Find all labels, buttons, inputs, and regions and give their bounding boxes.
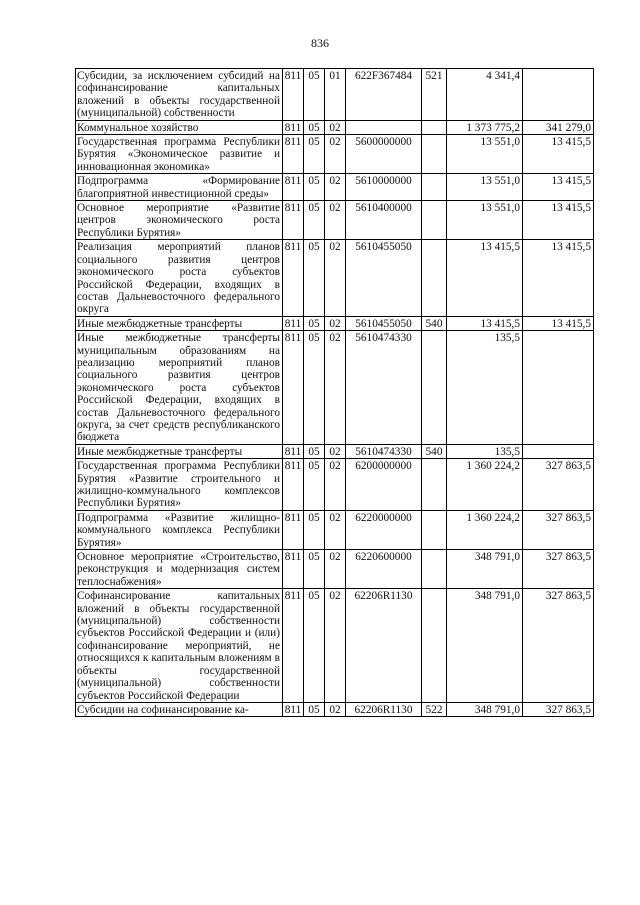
section-code-cell: 05 (304, 120, 325, 134)
ministry-code-cell: 811 (283, 240, 304, 316)
subsection-code-cell: 02 (325, 550, 346, 589)
table-row (76, 240, 594, 316)
subsection-code-cell: 02 (325, 120, 346, 134)
amount-2-cell: 13 415,5 (523, 316, 594, 330)
table-row (76, 589, 594, 703)
section-code-cell: 05 (304, 702, 325, 716)
section-code-cell: 05 (304, 240, 325, 316)
amount-1-cell: 348 791,0 (447, 702, 523, 716)
amount-2-cell: 327 863,5 (523, 702, 594, 716)
item-name-cell: Подпрограмма «Развитие жилищно-коммунального комплекса Республики Бурятия» (76, 510, 283, 549)
subsection-code-cell: 02 (325, 174, 346, 201)
amount-1-cell: 1 360 224,2 (447, 510, 523, 549)
table-row (76, 459, 594, 511)
section-code-cell: 05 (304, 444, 325, 458)
section-code-cell: 05 (304, 135, 325, 174)
subsection-code-cell: 02 (325, 316, 346, 330)
target-article-cell: 6220600000 (346, 550, 422, 589)
subsection-code-cell: 02 (325, 135, 346, 174)
section-code-cell: 05 (304, 459, 325, 511)
target-article-cell: 622F367484 (346, 69, 422, 121)
item-name-cell: Коммунальное хозяйство (76, 120, 283, 134)
ministry-code-cell: 811 (283, 550, 304, 589)
amount-2-cell: 341 279,0 (523, 120, 594, 134)
section-code-cell: 05 (304, 331, 325, 445)
amount-1-cell: 13 415,5 (447, 240, 523, 316)
amount-1-cell: 348 791,0 (447, 589, 523, 703)
table-row (76, 69, 594, 121)
ministry-code-cell: 811 (283, 459, 304, 511)
subsection-code-cell: 02 (325, 444, 346, 458)
target-article-cell: 5610455050 (346, 316, 422, 330)
amount-2-cell (523, 69, 594, 121)
table-row (76, 702, 594, 716)
expense-type-cell (422, 331, 447, 445)
target-article-cell: 5610000000 (346, 174, 422, 201)
target-article-cell: 6220000000 (346, 510, 422, 549)
ministry-code-cell: 811 (283, 316, 304, 330)
expense-type-cell (422, 120, 447, 134)
item-name-cell: Иные межбюджетные трансферты (76, 444, 283, 458)
expense-type-cell (422, 201, 447, 240)
subsection-code-cell: 02 (325, 459, 346, 511)
budget-table (75, 68, 594, 717)
item-name-cell: Основное мероприятие «Строительство, реконструкция и модернизация систем теплоснабжения» (76, 550, 283, 589)
amount-2-cell (523, 444, 594, 458)
expense-type-cell: 522 (422, 702, 447, 716)
amount-1-cell: 13 551,0 (447, 174, 523, 201)
subsection-code-cell: 02 (325, 702, 346, 716)
amount-1-cell: 348 791,0 (447, 550, 523, 589)
amount-1-cell: 4 341,4 (447, 69, 523, 121)
item-name-cell: Реализация мероприятий планов социального развития центров экономического роста субъектов Российской Федерации, входящих в состав Дальневосточного федерального округа (76, 240, 283, 316)
ministry-code-cell: 811 (283, 444, 304, 458)
amount-2-cell: 327 863,5 (523, 550, 594, 589)
expense-type-cell (422, 459, 447, 511)
table-row (76, 201, 594, 240)
target-article-cell: 6200000000 (346, 459, 422, 511)
page-number: 836 (311, 36, 329, 50)
item-name-cell: Основное мероприятие «Развитие центров экономического роста Республики Бурятия» (76, 201, 283, 240)
item-name-cell: Подпрограмма «Формирование благоприятной инвестиционной среды» (76, 174, 283, 201)
expense-type-cell (422, 135, 447, 174)
table-row (76, 316, 594, 330)
table-row (76, 444, 594, 458)
ministry-code-cell: 811 (283, 69, 304, 121)
table-row (76, 120, 594, 134)
item-name-cell: Иные межбюджетные трансферты (76, 316, 283, 330)
amount-1-cell: 135,5 (447, 444, 523, 458)
section-code-cell: 05 (304, 510, 325, 549)
amount-2-cell: 13 415,5 (523, 174, 594, 201)
target-article-cell: 5610455050 (346, 240, 422, 316)
expense-type-cell: 540 (422, 444, 447, 458)
subsection-code-cell: 02 (325, 589, 346, 703)
subsection-code-cell: 02 (325, 510, 346, 549)
item-name-cell: Софинансирование капитальных вложений в объекты государственной (муниципальной) собственности субъектов Российской Федерации и (или) софинансирование мероприятий, не относящихся к капитальным вложениям в объекты государственной (муниципальной) собственности субъектов Российской Федерации (76, 589, 283, 703)
section-code-cell: 05 (304, 174, 325, 201)
item-name-cell: Субсидии на софинансирование ка- (76, 702, 283, 716)
expense-type-cell: 540 (422, 316, 447, 330)
item-name-cell: Субсидии, за исключением субсидий на софинансирование капитальных вложений в объекты государственной (муниципальной) собственности (76, 69, 283, 121)
target-article-cell: 62206R1130 (346, 589, 422, 703)
table-row (76, 174, 594, 201)
ministry-code-cell: 811 (283, 510, 304, 549)
amount-1-cell: 1 373 775,2 (447, 120, 523, 134)
section-code-cell: 05 (304, 589, 325, 703)
target-article-cell: 5600000000 (346, 135, 422, 174)
item-name-cell: Государственная программа Республики Бурятия «Развитие строительного и жилищно-коммунального комплексов Республики Бурятия» (76, 459, 283, 511)
amount-1-cell: 135,5 (447, 331, 523, 445)
ministry-code-cell: 811 (283, 589, 304, 703)
subsection-code-cell: 02 (325, 201, 346, 240)
expense-type-cell (422, 510, 447, 549)
table-row (76, 331, 594, 445)
section-code-cell: 05 (304, 550, 325, 589)
target-article-cell: 5610474330 (346, 444, 422, 458)
amount-2-cell: 13 415,5 (523, 201, 594, 240)
target-article-cell: 5610474330 (346, 331, 422, 445)
subsection-code-cell: 02 (325, 331, 346, 445)
target-article-cell: 62206R1130 (346, 702, 422, 716)
ministry-code-cell: 811 (283, 120, 304, 134)
ministry-code-cell: 811 (283, 135, 304, 174)
amount-2-cell: 327 863,5 (523, 589, 594, 703)
target-article-cell: 5610400000 (346, 201, 422, 240)
expense-type-cell: 521 (422, 69, 447, 121)
ministry-code-cell: 811 (283, 331, 304, 445)
amount-1-cell: 13 551,0 (447, 135, 523, 174)
amount-2-cell: 13 415,5 (523, 240, 594, 316)
ministry-code-cell: 811 (283, 702, 304, 716)
section-code-cell: 05 (304, 316, 325, 330)
amount-2-cell: 327 863,5 (523, 459, 594, 511)
item-name-cell: Иные межбюджетные трансферты муниципальным образованиям на реализацию мероприятий планов социального развития центров экономического роста субъектов Российской Федерации, входящих в состав Дальневосточного федерального округа, за счет средств республиканского бюджета (76, 331, 283, 445)
amount-1-cell: 1 360 224,2 (447, 459, 523, 511)
expense-type-cell (422, 174, 447, 201)
amount-2-cell: 327 863,5 (523, 510, 594, 549)
amount-1-cell: 13 551,0 (447, 201, 523, 240)
amount-2-cell (523, 331, 594, 445)
ministry-code-cell: 811 (283, 201, 304, 240)
section-code-cell: 05 (304, 201, 325, 240)
amount-2-cell: 13 415,5 (523, 135, 594, 174)
budget-table-body (76, 69, 594, 717)
subsection-code-cell: 01 (325, 69, 346, 121)
section-code-cell: 05 (304, 69, 325, 121)
subsection-code-cell: 02 (325, 240, 346, 316)
expense-type-cell (422, 589, 447, 703)
table-row (76, 550, 594, 589)
amount-1-cell: 13 415,5 (447, 316, 523, 330)
target-article-cell (346, 120, 422, 134)
item-name-cell: Государственная программа Республики Бурятия «Экономическое развитие и инновационная экономика» (76, 135, 283, 174)
expense-type-cell (422, 240, 447, 316)
table-row (76, 510, 594, 549)
table-row (76, 135, 594, 174)
expense-type-cell (422, 550, 447, 589)
ministry-code-cell: 811 (283, 174, 304, 201)
